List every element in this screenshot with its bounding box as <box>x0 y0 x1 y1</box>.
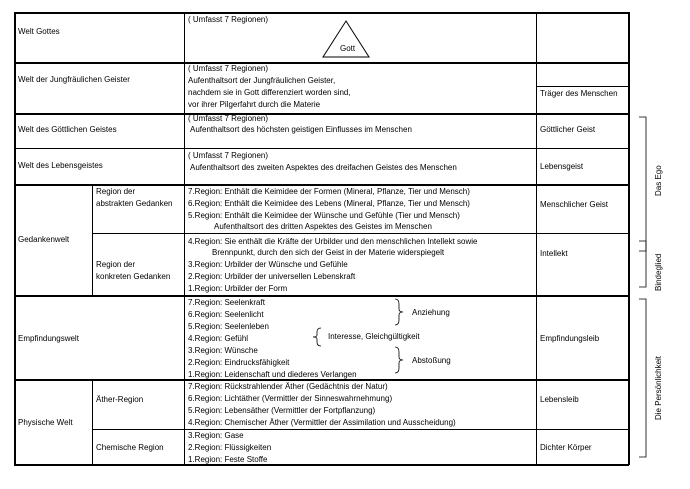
region-label: Chemische Region <box>96 443 164 452</box>
content-line: Aufenthaltsort des zweiten Aspektes des dreifachen Geistes des Menschen <box>190 163 457 172</box>
world-label: Empfindungswelt <box>18 334 79 343</box>
content-line: 1.Region: Urbilder der Form <box>188 284 288 293</box>
column-divider <box>536 12 537 465</box>
persoenlichkeit-label: Die Persönlichkeit <box>654 355 663 420</box>
content-line: 3.Region: Urbilder der Wünsche und Gefühle <box>188 260 348 269</box>
content-line: 5.Region: Lebensäther (Vermittler der Fortpflanzung) <box>188 406 376 415</box>
content-line: 7.Region: Enthält die Keimidee der Formen (Mineral, Pflanze, Tier und Mensch) <box>188 187 470 196</box>
row-divider <box>92 429 629 430</box>
persoenlichkeit-bracket-icon <box>638 298 650 458</box>
content-line: Aufenthaltsort des höchsten geistigen Einflusses im Menschen <box>190 125 412 134</box>
world-label: Physische Welt <box>18 418 73 427</box>
content-line: ( Umfasst 7 Regionen) <box>188 64 269 73</box>
column-divider <box>92 184 93 295</box>
region-label: Äther-Region <box>96 395 144 404</box>
right-brace-icon <box>394 346 404 374</box>
content-line: 3.Region: Wünsche <box>188 346 258 355</box>
body-label: Lebensleib <box>540 395 579 404</box>
ego-label: Das Ego <box>654 165 663 196</box>
column-divider <box>184 12 185 465</box>
content-line: 6.Region: Enthält die Keimidee des Lebens (Mineral, Pflanze, Tier und Mensch) <box>188 199 470 208</box>
table-border-right <box>628 12 630 465</box>
body-label: Intellekt <box>540 249 568 258</box>
content-line: 4.Region: Sie enthält die Kräfte der Urbilder und den menschlichen Intellekt sowie <box>188 237 478 246</box>
content-line: 4.Region: Gefühl <box>188 334 249 343</box>
left-brace-icon <box>312 327 322 347</box>
column-divider <box>92 379 93 464</box>
content-line: 2.Region: Flüssigkeiten <box>188 443 272 452</box>
content-line: 7.Region: Seelenkraft <box>188 298 265 307</box>
world-label: Welt des Lebensgeistes <box>18 161 103 170</box>
content-line: vor ihrer Pilgerfahrt durch die Materie <box>188 100 321 109</box>
content-line: Aufenthaltsort der Jungfräulichen Geister, <box>188 76 336 85</box>
region-label: abstrakten Gedanken <box>96 199 173 208</box>
body-label: Dichter Körper <box>540 443 592 452</box>
content-line: nachdem sie in Gott differenziert worden sind, <box>188 88 351 97</box>
bindeglied-label: Bindeglied <box>654 253 663 291</box>
content-line: 2.Region: Eindrucksfähigkeit <box>188 358 290 367</box>
annotation-label: Anziehung <box>412 308 450 317</box>
content-line: 6.Region: Lichtäther (Vermittler der Sinneswahrnehmung) <box>188 394 393 403</box>
content-line: 1.Region: Leidenschaft und diederes Verlangen <box>188 370 357 379</box>
triangle-label: Gott <box>340 44 356 53</box>
body-label: Empfindungsleib <box>540 334 600 343</box>
content-line: 3.Region: Gase <box>188 431 244 440</box>
content-line: 2.Region: Urbilder der universellen Lebenskraft <box>188 272 356 281</box>
region-label: Region der <box>96 260 136 269</box>
world-label: Welt des Göttlichen Geistes <box>18 125 117 134</box>
content-line: 1.Region: Feste Stoffe <box>188 455 268 464</box>
worlds-table <box>14 12 629 465</box>
content-line: 4.Region: Chemischer Äther (Vermittler der Assimilation und Ausscheidung) <box>188 418 456 427</box>
row-divider <box>92 233 629 234</box>
content-line: 5.Region: Seelenleben <box>188 322 269 331</box>
content-line: ( Umfasst 7 Regionen) <box>188 114 269 123</box>
content-line: 5.Region: Enthält die Keimidee der Wünsche und Gefühle (Tier und Mensch) <box>188 211 460 220</box>
region-label: konkreten Gedanken <box>96 272 171 281</box>
content-line: ( Umfasst 7 Regionen) <box>188 151 269 160</box>
body-label: Menschlicher Geist <box>540 200 609 209</box>
body-label: Göttlicher Geist <box>540 125 596 134</box>
world-label: Gedankenwelt <box>18 235 70 244</box>
world-label: Welt Gottes <box>18 27 60 36</box>
annotation-label: Abstoßung <box>412 356 451 365</box>
content-line: 6.Region: Seelenlicht <box>188 310 264 319</box>
row-divider <box>537 86 629 87</box>
table-border-left <box>14 12 16 465</box>
ego-bracket-icon <box>638 116 650 252</box>
right-brace-icon <box>394 298 404 326</box>
content-line: Aufenthaltsort des dritten Aspektes des Geistes im Menschen <box>214 222 432 231</box>
body-label: Lebensgeist <box>540 162 584 171</box>
content-line: 7.Region: Rückstrahlender Äther (Gedächtnis der Natur) <box>188 382 388 391</box>
annotation-label: Interesse, Gleichgültigkeit <box>328 332 420 341</box>
bindeglied-bracket-icon <box>638 240 650 288</box>
world-label: Welt der Jungfräulichen Geister <box>18 75 130 84</box>
region-info: ( Umfasst 7 Regionen) <box>188 15 269 24</box>
content-line: Brennpunkt, durch den sich der Geist in der Materie widerspiegelt <box>212 248 445 257</box>
region-label: Region der <box>96 187 136 196</box>
body-label: Träger des Menschen <box>540 89 618 98</box>
